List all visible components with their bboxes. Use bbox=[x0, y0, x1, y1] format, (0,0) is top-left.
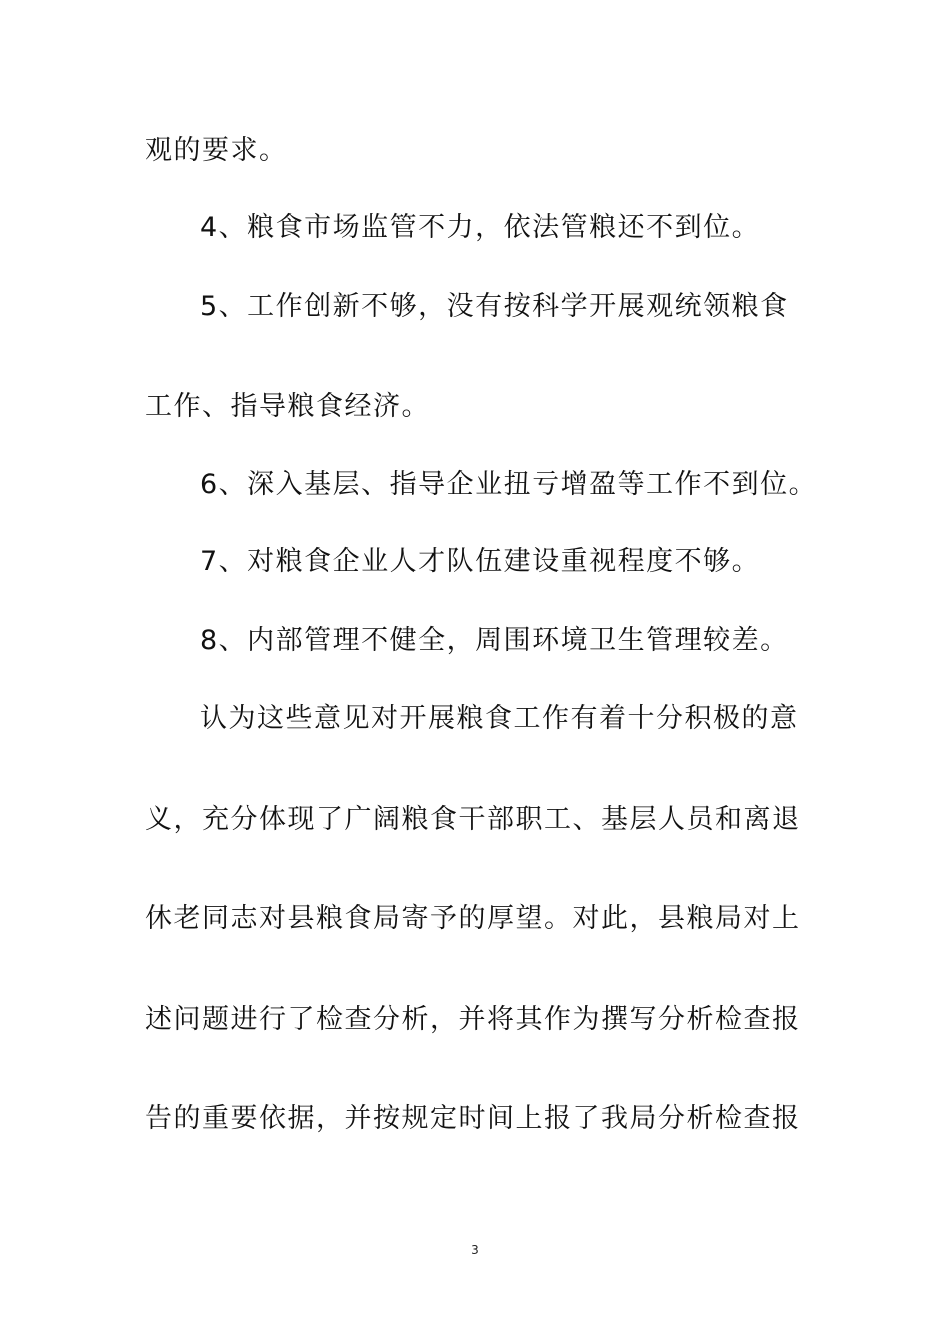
text-line-5: 6、深入基层、指导企业扭亏增盈等工作不到位。 bbox=[200, 469, 818, 500]
text-line-10: 休老同志对县粮食局寄予的厚望。对此，县粮局对上 bbox=[145, 903, 801, 934]
text-line-2: 4、粮食市场监管不力，依法管粮还不到位。 bbox=[200, 212, 761, 243]
text-line-6: 7、对粮食企业人才队伍建设重视程度不够。 bbox=[200, 546, 761, 577]
text-line-9: 义，充分体现了广阔粮食干部职工、基层人员和离退 bbox=[145, 804, 801, 835]
text-line-4: 工作、指导粮食经济。 bbox=[145, 391, 430, 422]
text-line-12: 告的重要依据，并按规定时间上报了我局分析检查报 bbox=[145, 1103, 801, 1134]
text-line-1: 观的要求。 bbox=[145, 135, 288, 166]
text-line-8: 认为这些意见对开展粮食工作有着十分积极的意 bbox=[200, 703, 799, 734]
text-line-11: 述问题进行了检查分析，并将其作为撰写分析检查报 bbox=[145, 1004, 801, 1035]
text-line-7: 8、内部管理不健全，周围环境卫生管理较差。 bbox=[200, 625, 789, 656]
text-line-3: 5、工作创新不够，没有按科学开展观统领粮食 bbox=[200, 291, 789, 322]
page-number: 3 bbox=[471, 1243, 479, 1257]
